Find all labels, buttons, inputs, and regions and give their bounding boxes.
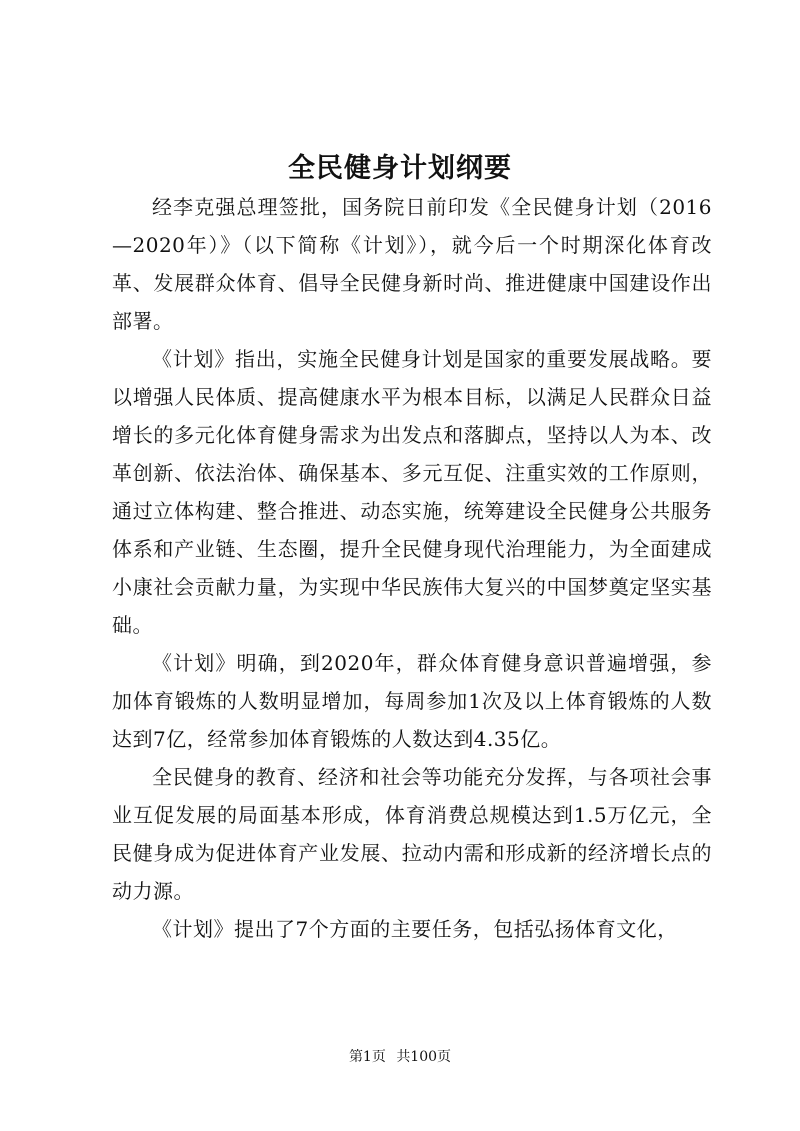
paragraph-4: 全民健身的教育、经济和社会等功能充分发挥，与各项社会事业互促发展的局面基本形成，体育消费总规模达到1.5万亿元，全民健身成为促进体育产业发展、拉动内需和形成新的经济增长点的动力源。 (112, 765, 712, 903)
page-footer (0, 1046, 800, 1066)
paragraph-3: 《计划》明确，到2020年，群众体育健身意识普遍增强，参加体育锻炼的人数明显增加，每周参加1次及以上体育锻炼的人数达到7亿，经常参加体育锻炼的人数达到4.35亿。 (112, 651, 712, 751)
paragraph-5: 《计划》提出了7个方面的主要任务，包括弘扬体育文化， (152, 917, 678, 941)
paragraph-2: 《计划》指出，实施全民健身计划是国家的重要发展战略。要以增强人民体质、提高健康水平为根本目标，以满足人民群众日益增长的多元化体育健身需求为出发点和落脚点，坚持以人为本、改革创新、依法治体、确保基本、多元互促、注重实效的工作原则，通过立体构建、整合推进、动态实施，统筹建设全民健身公共服务体系和产业链、生态圈，提升全民健身现代治理能力，为全面建成小康社会贡献力量，为实现中华民族伟大复兴的中国梦奠定坚实基础。 (112, 347, 712, 637)
page-total: 共100页 (396, 1049, 452, 1065)
document-title: 全民健身计划纲要 (288, 153, 512, 184)
paragraph-1: 经李克强总理签批，国务院日前印发《全民健身计划（2016—2020年）》（以下简称《计划》），就今后一个时期深化体育改革、发展群众体育、倡导全民健身新时尚、推进健康中国建设作出部署。 (112, 195, 712, 333)
page-number: 第1页 (348, 1049, 386, 1065)
document-body (112, 188, 712, 948)
